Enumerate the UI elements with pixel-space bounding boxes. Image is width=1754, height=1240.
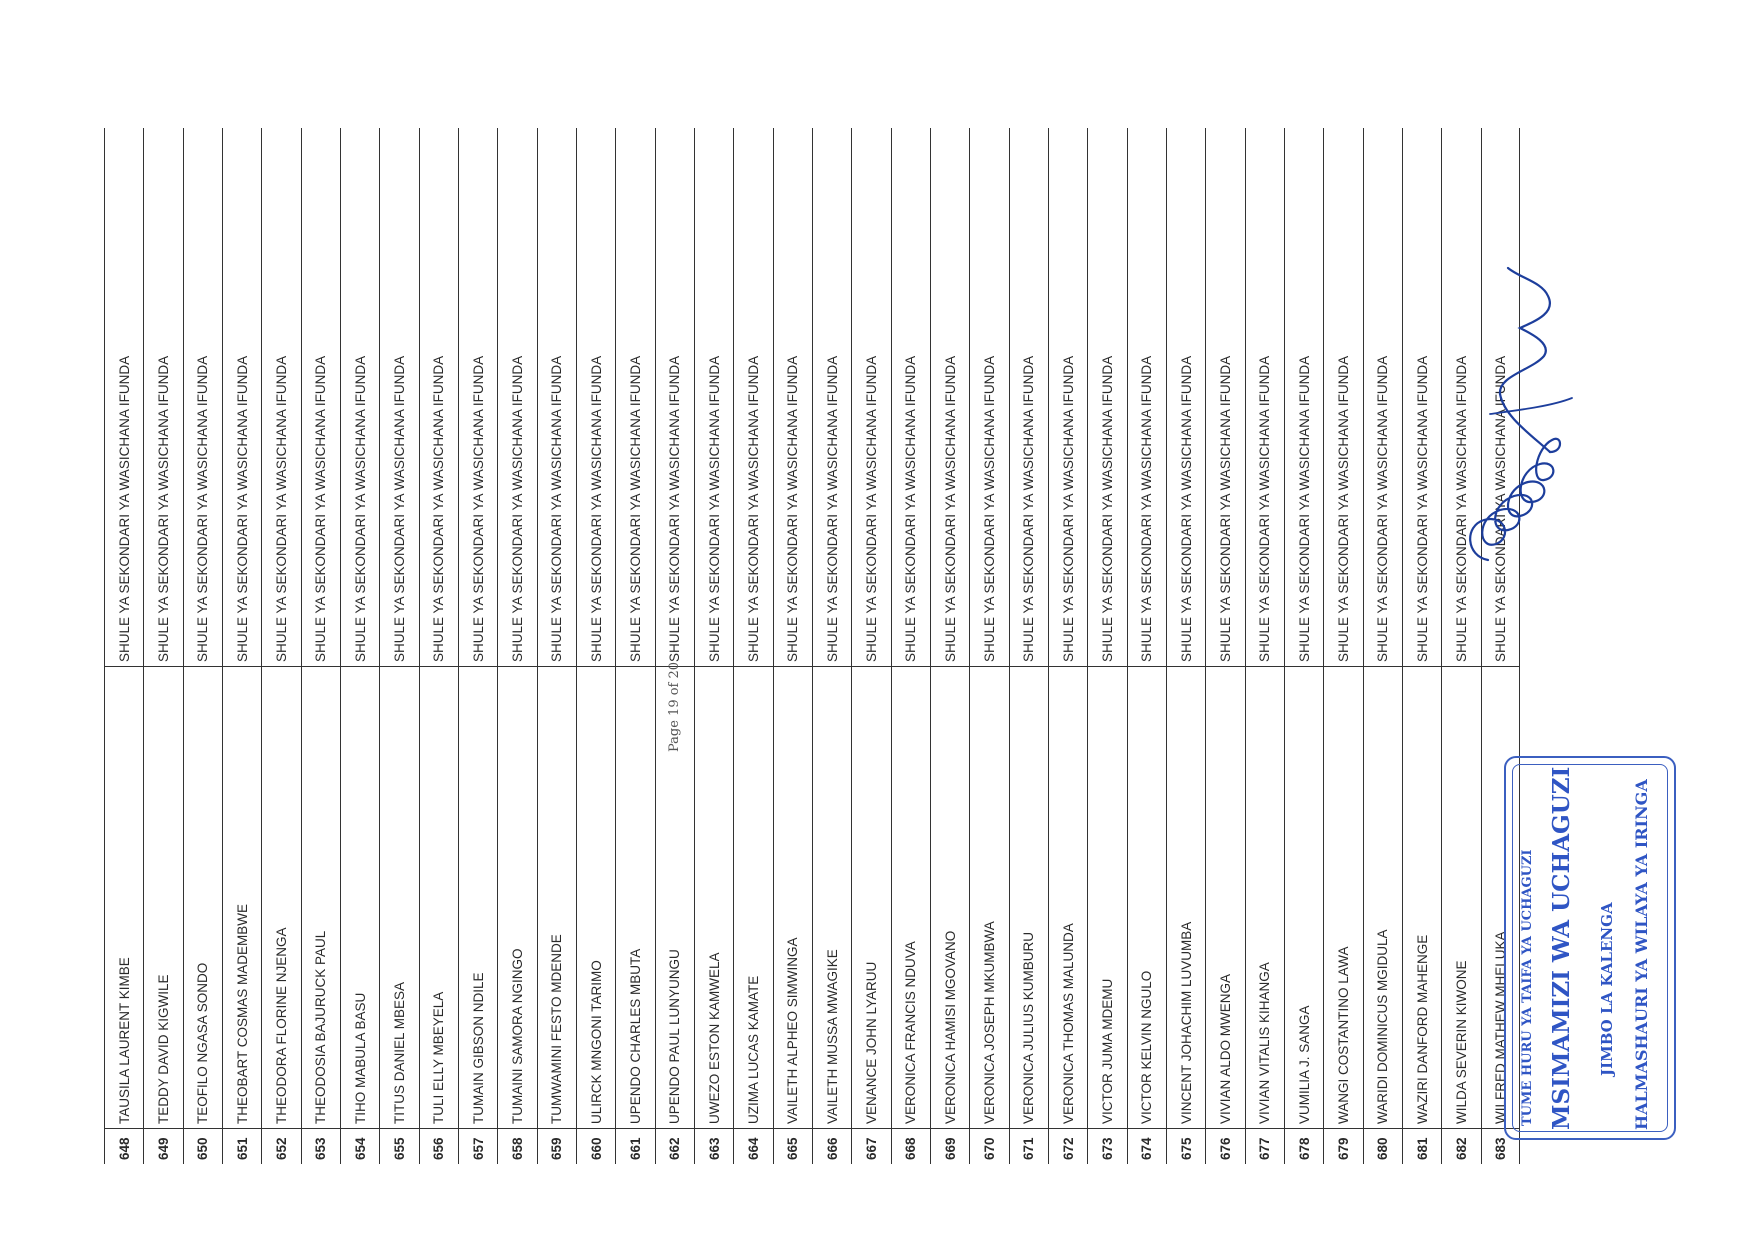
cell-divider [1285,1128,1324,1129]
row-number: 661 [627,1137,643,1160]
table-row [1323,128,1362,1164]
signature-icon [1460,238,1580,578]
voter-name: THEOBART COSMAS MADEMBWE [234,903,250,1124]
cell-divider [1128,1128,1167,1129]
cell-divider [223,1128,262,1129]
cell-divider [852,666,891,667]
school-name: SHULE YA SEKONDARI YA WASICHANA IFUNDA [1493,355,1509,662]
school-name: SHULE YA SEKONDARI YA WASICHANA IFUNDA [234,355,250,662]
cell-divider [616,1128,655,1129]
table-row [1127,128,1166,1164]
voter-name: UPENDO CHARLES MBUTA [627,948,643,1124]
cell-divider [459,666,498,667]
school-name: SHULE YA SEKONDARI YA WASICHANA IFUNDA [313,355,329,662]
school-name: SHULE YA SEKONDARI YA WASICHANA IFUNDA [667,355,683,662]
row-number: 658 [509,1137,525,1160]
table-row [1363,128,1402,1164]
row-number: 679 [1335,1137,1351,1160]
voter-name: TITUS DANIEL MBESA [391,981,407,1124]
row-number: 649 [155,1137,171,1160]
table-row [1087,128,1126,1164]
school-name: SHULE YA SEKONDARI YA WASICHANA IFUNDA [1060,355,1076,662]
school-name: SHULE YA SEKONDARI YA WASICHANA IFUNDA [1375,355,1391,662]
voter-name: UZIMA LUCAS KAMATE [745,975,761,1124]
cell-divider [656,1128,695,1129]
table-row [104,128,143,1164]
cell-divider [813,1128,852,1129]
table-row [1402,128,1441,1164]
official-stamp [1504,756,1676,1140]
table-row [1166,128,1205,1164]
cell-divider [970,666,1009,667]
voter-name: VIVIAN VITALIS KIHANGA [1257,962,1273,1124]
school-name: SHULE YA SEKONDARI YA WASICHANA IFUNDA [470,355,486,662]
school-name: SHULE YA SEKONDARI YA WASICHANA IFUNDA [1414,355,1430,662]
cell-divider [892,1128,931,1129]
voter-list-table [104,128,1520,1164]
cell-divider [577,1128,616,1129]
voter-name: ULIRCK MNGONI TARIMO [588,960,604,1124]
voter-name: VERONICA THOMAS MALUNDA [1060,923,1076,1124]
cell-divider [931,666,970,667]
voter-name: VIVIAN ALDO MWENGA [1217,973,1233,1124]
cell-divider [1049,666,1088,667]
school-name: SHULE YA SEKONDARI YA WASICHANA IFUNDA [1335,355,1351,662]
row-number: 651 [234,1137,250,1160]
row-number: 668 [903,1137,919,1160]
cell-divider [577,666,616,667]
cell-divider [1128,666,1167,667]
table-row [1245,128,1284,1164]
school-name: SHULE YA SEKONDARI YA WASICHANA IFUNDA [1453,355,1469,662]
school-name: SHULE YA SEKONDARI YA WASICHANA IFUNDA [981,355,997,662]
cell-divider [1442,666,1481,667]
school-name: SHULE YA SEKONDARI YA WASICHANA IFUNDA [706,355,722,662]
voter-name: VERONICA JULIUS KUMBURU [1021,931,1037,1124]
cell-divider [144,1128,183,1129]
row-number: 662 [667,1137,683,1160]
row-number: 654 [352,1137,368,1160]
table-row [694,128,733,1164]
cell-divider [1442,1128,1481,1129]
cell-divider [1285,666,1324,667]
voter-name: WILDA SEVERIN KIWONE [1453,960,1469,1124]
table-row [340,128,379,1164]
voter-name: TIHO MABULA BASU [352,992,368,1124]
row-number: 677 [1257,1137,1273,1160]
voter-name: TUMWAMINI FESTO MDENDE [549,934,565,1124]
cell-divider [734,666,773,667]
stamp-line-1: TUME HURU YA TAIFA YA UCHAGUZI [1520,849,1535,1126]
cell-divider [498,666,537,667]
table-row [576,128,615,1164]
voter-name: WILFRED MATHEW MHELUKA [1493,931,1509,1124]
table-row [1009,128,1048,1164]
cell-divider [892,666,931,667]
cell-divider [1167,1128,1206,1129]
row-number: 666 [824,1137,840,1160]
cell-divider [184,666,223,667]
school-name: SHULE YA SEKONDARI YA WASICHANA IFUNDA [549,355,565,662]
stamp-line-2: MSIMAMIZI WA UCHAGUZI [1548,766,1575,1130]
row-number: 673 [1099,1137,1115,1160]
table-row [1048,128,1087,1164]
cell-divider [1088,666,1127,667]
school-name: SHULE YA SEKONDARI YA WASICHANA IFUNDA [863,355,879,662]
cell-divider [459,1128,498,1129]
cell-divider [695,666,734,667]
voter-name: TAUSILA LAURENT KIMBE [116,957,132,1124]
cell-divider [1324,666,1363,667]
school-name: SHULE YA SEKONDARI YA WASICHANA IFUNDA [352,355,368,662]
cell-divider [341,1128,380,1129]
row-number: 671 [1021,1137,1037,1160]
school-name: SHULE YA SEKONDARI YA WASICHANA IFUNDA [1257,355,1273,662]
cell-divider [813,666,852,667]
cell-divider [1246,666,1285,667]
cell-divider [420,1128,459,1129]
stamp-line-3: JIMBO LA KALENGA [1598,902,1616,1076]
row-number: 648 [116,1137,132,1160]
row-number: 675 [1178,1137,1194,1160]
row-number: 665 [785,1137,801,1160]
voter-name: THEODORA FLORINE NJENGA [273,927,289,1124]
row-number: 676 [1217,1137,1233,1160]
cell-divider [616,666,655,667]
table-row [379,128,418,1164]
voter-name: VERONICA HAMISI MGOVANO [942,930,958,1124]
table-row [891,128,930,1164]
school-name: SHULE YA SEKONDARI YA WASICHANA IFUNDA [903,355,919,662]
cell-divider [105,666,144,667]
table-row [458,128,497,1164]
cell-divider [1206,1128,1245,1129]
row-number: 670 [981,1137,997,1160]
page-number-label: Page 19 of 20 [667,661,682,752]
voter-name: WAZIRI DANFORD MAHENGE [1414,934,1430,1124]
row-number: 667 [863,1137,879,1160]
cell-divider [1010,666,1049,667]
row-number: 680 [1375,1137,1391,1160]
cell-divider [931,1128,970,1129]
cell-divider [1049,1128,1088,1129]
school-name: SHULE YA SEKONDARI YA WASICHANA IFUNDA [273,355,289,662]
row-number: 652 [273,1137,289,1160]
cell-divider [1167,666,1206,667]
row-number: 678 [1296,1137,1312,1160]
school-name: SHULE YA SEKONDARI YA WASICHANA IFUNDA [627,355,643,662]
table-row [261,128,300,1164]
row-number: 663 [706,1137,722,1160]
cell-divider [262,1128,301,1129]
cell-divider [1206,666,1245,667]
cell-divider [1403,666,1442,667]
voter-name: UPENDO PAUL LUNYUNGU [667,949,683,1124]
row-number: 656 [431,1137,447,1160]
cell-divider [1010,1128,1049,1129]
cell-divider [262,666,301,667]
table-row [733,128,772,1164]
cell-divider [774,1128,813,1129]
cell-divider [144,666,183,667]
table-row [222,128,261,1164]
table-row [537,128,576,1164]
school-name: SHULE YA SEKONDARI YA WASICHANA IFUNDA [1178,355,1194,662]
cell-divider [184,1128,223,1129]
cell-divider [420,666,459,667]
school-name: SHULE YA SEKONDARI YA WASICHANA IFUNDA [509,355,525,662]
table-row [773,128,812,1164]
school-name: SHULE YA SEKONDARI YA WASICHANA IFUNDA [1217,355,1233,662]
cell-divider [302,666,341,667]
cell-divider [1364,1128,1403,1129]
cell-divider [380,666,419,667]
cell-divider [734,1128,773,1129]
voter-name: TEOFILO NGASA SONDO [195,962,211,1124]
cell-divider [1403,1128,1442,1129]
cell-divider [695,1128,734,1129]
school-name: SHULE YA SEKONDARI YA WASICHANA IFUNDA [1021,355,1037,662]
voter-name: WARIDI DOMINICUS MGIDULA [1375,929,1391,1124]
school-name: SHULE YA SEKONDARI YA WASICHANA IFUNDA [1296,355,1312,662]
stamp-line-4: HALMASHAURI YA WILAYA YA IRINGA [1632,779,1651,1130]
row-number: 682 [1453,1137,1469,1160]
row-number: 681 [1414,1137,1430,1160]
row-number: 660 [588,1137,604,1160]
row-number: 650 [195,1137,211,1160]
voter-name: WANGI COSTANTINO LAWA [1335,946,1351,1124]
table-row [183,128,222,1164]
school-name: SHULE YA SEKONDARI YA WASICHANA IFUNDA [391,355,407,662]
table-row [301,128,340,1164]
table-row [969,128,1008,1164]
table-row [930,128,969,1164]
row-number: 657 [470,1137,486,1160]
row-number: 659 [549,1137,565,1160]
cell-divider [1246,1128,1285,1129]
cell-divider [1482,666,1520,667]
cell-divider [105,1128,144,1129]
cell-divider [380,1128,419,1129]
row-number: 653 [313,1137,329,1160]
school-name: SHULE YA SEKONDARI YA WASICHANA IFUNDA [1139,355,1155,662]
voter-name: VUMILIA J. SANGA [1296,1005,1312,1124]
cell-divider [970,1128,1009,1129]
voter-name: UWEZO ESTON KAMWELA [706,952,722,1124]
voter-name: VAILETH ALPHEO SIMWINGA [785,937,801,1124]
voter-name: VINCENT JOHACHIM LUVUMBA [1178,921,1194,1124]
voter-name: TUMAIN GIBSON NDILE [470,972,486,1124]
table-row [812,128,851,1164]
table-row [655,128,694,1164]
voter-name: TUMAINI SAMORA NGINGO [509,948,525,1124]
voter-name: VERONICA FRANCIS NDUVA [903,941,919,1124]
cell-divider [498,1128,537,1129]
school-name: SHULE YA SEKONDARI YA WASICHANA IFUNDA [431,355,447,662]
table-row [851,128,890,1164]
voter-name: TULI ELLY MBEYELA [431,991,447,1124]
voter-name: TEDDY DAVID KIGWILE [155,974,171,1124]
cell-divider [1364,666,1403,667]
row-number: 674 [1139,1137,1155,1160]
school-name: SHULE YA SEKONDARI YA WASICHANA IFUNDA [155,355,171,662]
cell-divider [852,1128,891,1129]
row-number: 655 [391,1137,407,1160]
school-name: SHULE YA SEKONDARI YA WASICHANA IFUNDA [1099,355,1115,662]
voter-name: VENANCE JOHN LYARUU [863,961,879,1124]
voter-name: VERONICA JOSEPH MKUMBWA [981,921,997,1124]
cell-divider [223,666,262,667]
voter-name: VICTOR JUMA MDEMU [1099,978,1115,1124]
table-row [497,128,536,1164]
school-name: SHULE YA SEKONDARI YA WASICHANA IFUNDA [785,355,801,662]
table-row [615,128,654,1164]
school-name: SHULE YA SEKONDARI YA WASICHANA IFUNDA [588,355,604,662]
row-number: 664 [745,1137,761,1160]
school-name: SHULE YA SEKONDARI YA WASICHANA IFUNDA [942,355,958,662]
school-name: SHULE YA SEKONDARI YA WASICHANA IFUNDA [824,355,840,662]
table-row [1205,128,1244,1164]
voter-name: THEODOSIA BAJURUCK PAUL [313,930,329,1124]
cell-divider [302,1128,341,1129]
row-number: 683 [1493,1137,1509,1160]
school-name: SHULE YA SEKONDARI YA WASICHANA IFUNDA [745,355,761,662]
school-name: SHULE YA SEKONDARI YA WASICHANA IFUNDA [116,355,132,662]
row-number: 669 [942,1137,958,1160]
voter-name: VAILETH MUSSA MWAGIKE [824,949,840,1124]
school-name: SHULE YA SEKONDARI YA WASICHANA IFUNDA [195,355,211,662]
table-row [1284,128,1323,1164]
cell-divider [538,1128,577,1129]
cell-divider [341,666,380,667]
cell-divider [1324,1128,1363,1129]
cell-divider [774,666,813,667]
cell-divider [1088,1128,1127,1129]
row-number: 672 [1060,1137,1076,1160]
table-row [419,128,458,1164]
table-row [143,128,182,1164]
voter-name: VICTOR KELVIN NGULO [1139,970,1155,1124]
cell-divider [538,666,577,667]
